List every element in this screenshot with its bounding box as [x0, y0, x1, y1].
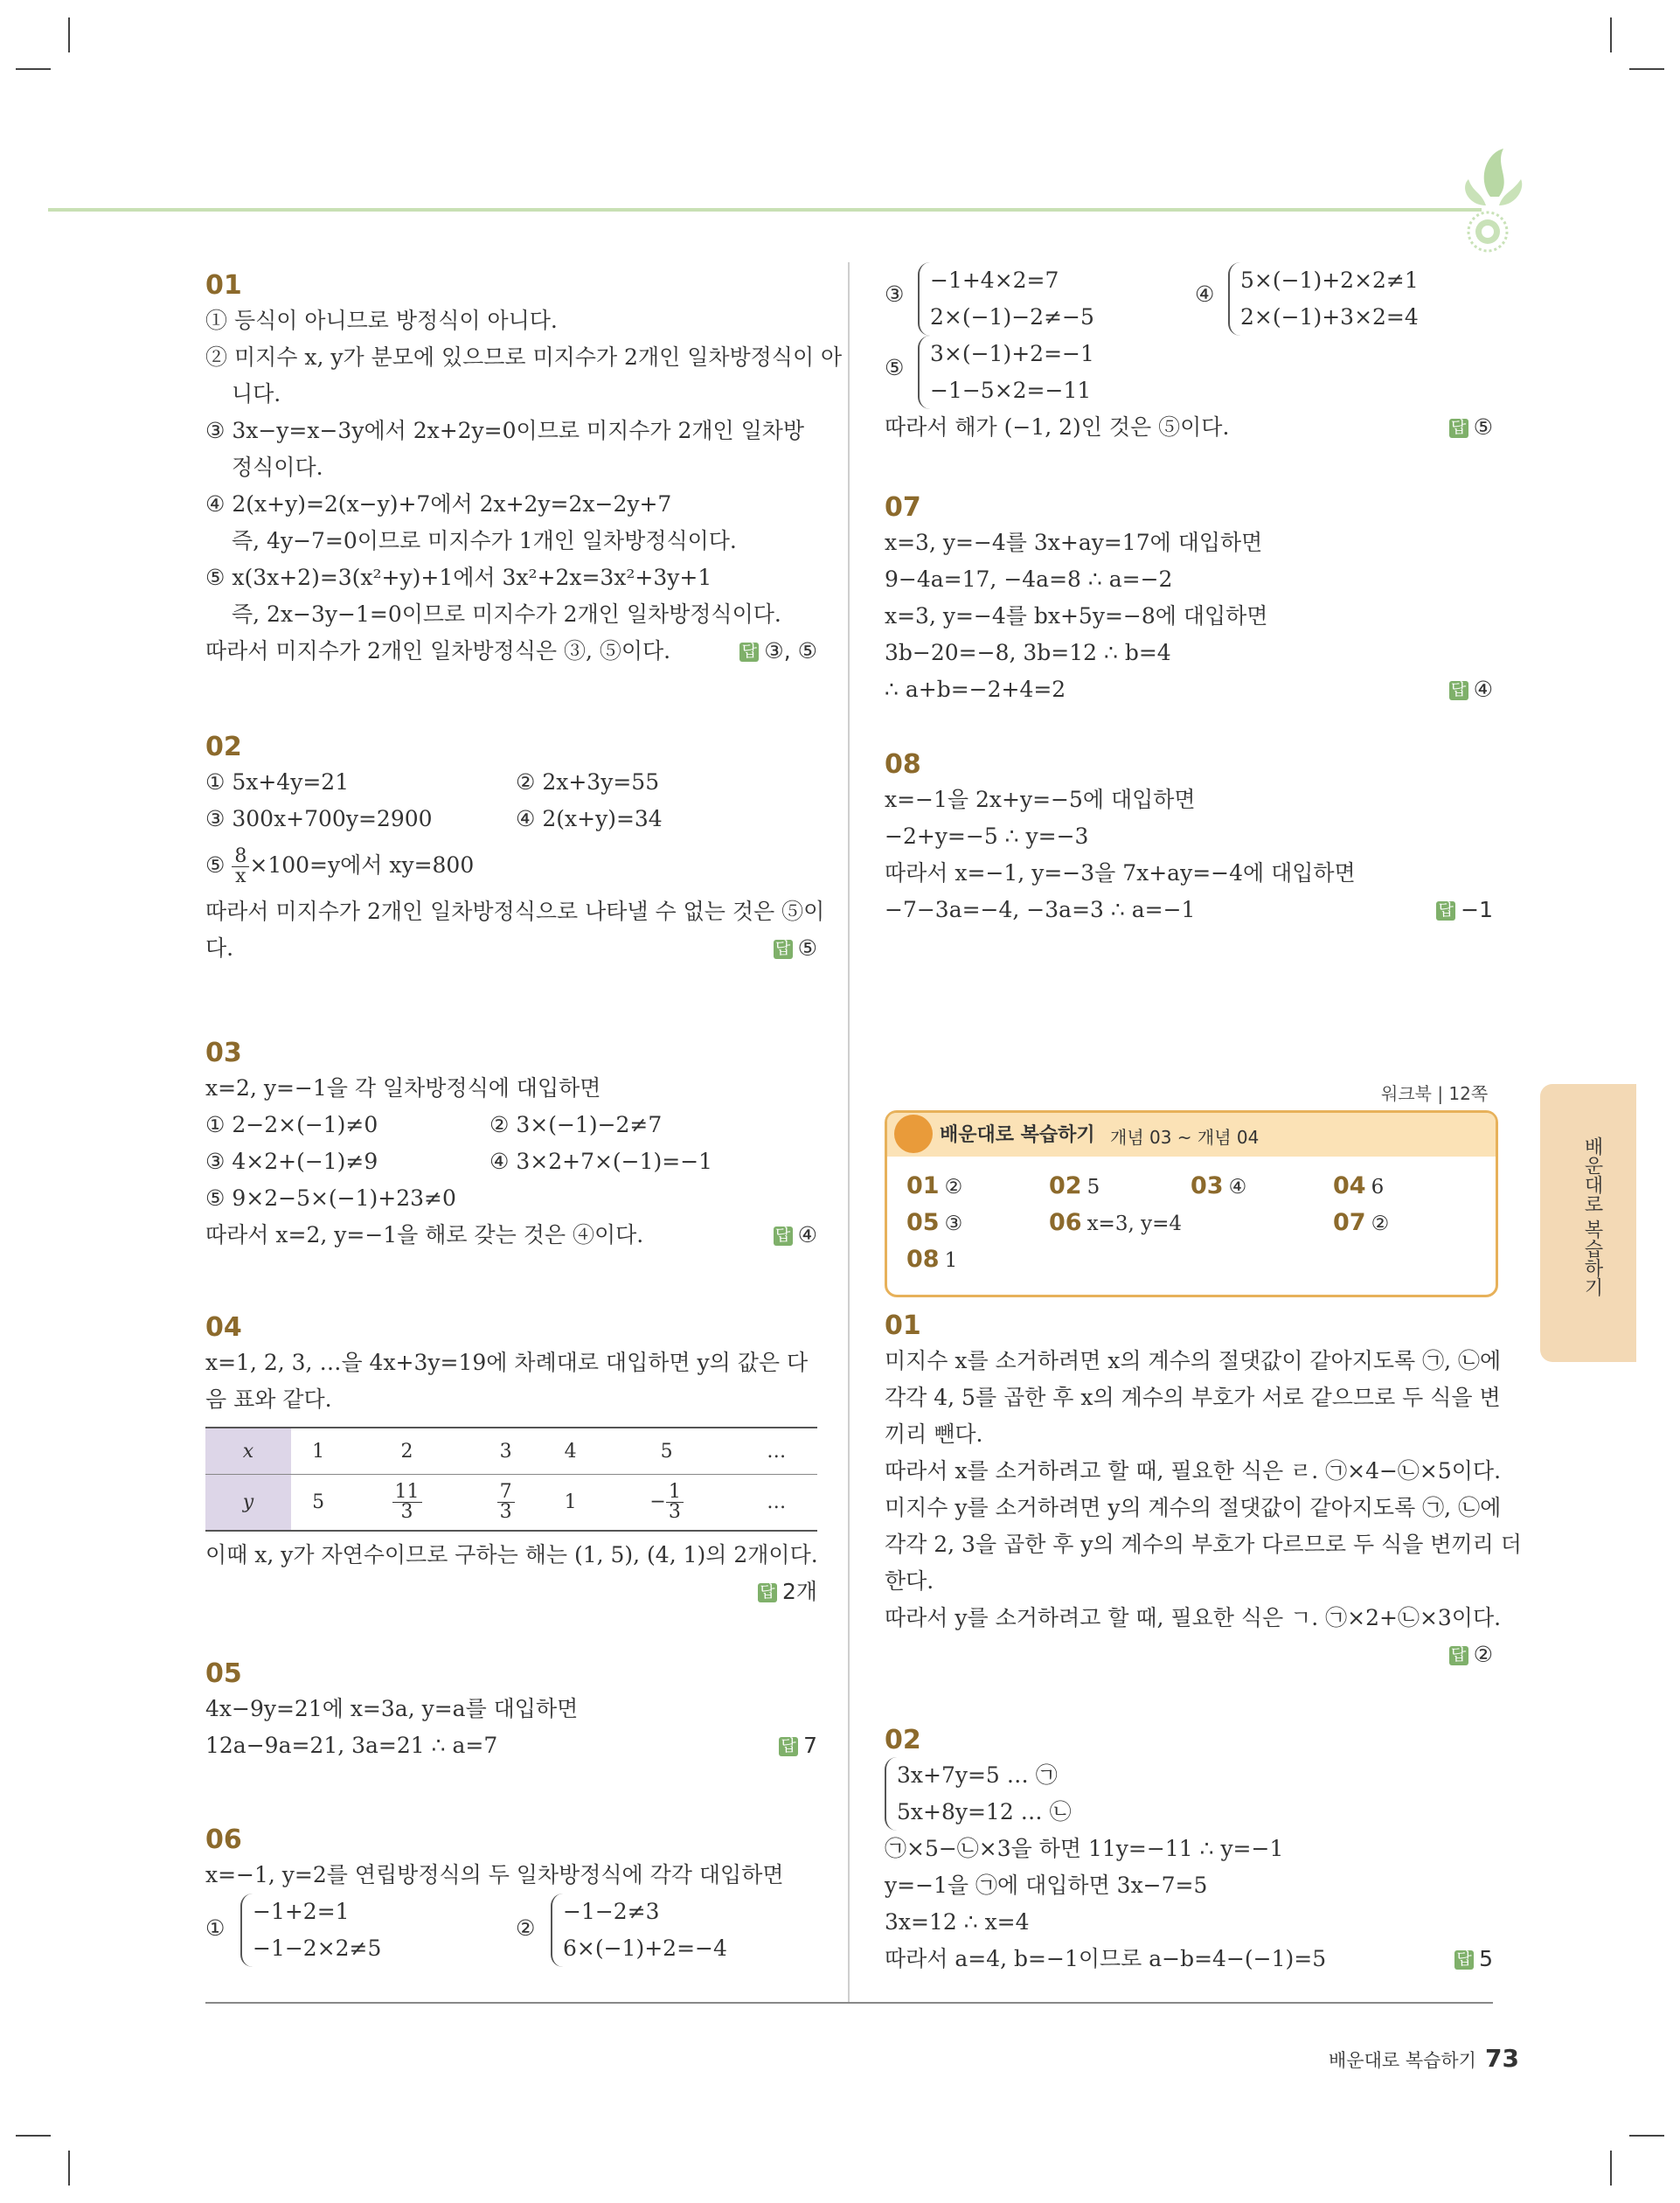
value-table	[205, 1427, 817, 1532]
table-cell: 1	[291, 1428, 345, 1475]
option-mark: ①	[205, 1915, 226, 1941]
conclusion-text: 따라서 미지수가 2개인 일차방정식은 ③, ⑤이다.	[205, 638, 671, 664]
answer	[774, 930, 817, 967]
solution-line: ㉠×5−㉡×3을 하면 11y=−11 ∴ y=−1	[885, 1836, 1284, 1861]
review-item	[906, 1209, 962, 1236]
equation: 5×(−1)+2×2≠1	[1240, 268, 1419, 293]
system-row	[205, 1894, 817, 1972]
review-item-number: 08	[906, 1246, 940, 1273]
review-item-number: 07	[1333, 1209, 1366, 1236]
solution-line: 니다.	[232, 381, 281, 407]
solution-line: 한다.	[885, 1568, 934, 1594]
solution-01	[205, 269, 843, 670]
solution-line: x=1, 2, 3, …을 4x+3y=19에 차례대로 대입하면 y의 값은 다	[205, 1350, 809, 1375]
equation: −1−2≠3	[563, 1899, 660, 1924]
solution-line: 9−4a=17, −4a=8 ∴ a=−2	[885, 566, 1173, 592]
review-solution-01	[885, 1310, 1522, 1673]
question-number: 08	[885, 749, 921, 780]
review-answers-box	[885, 1110, 1498, 1297]
page-footer	[1329, 2044, 1519, 2073]
review-item	[906, 1172, 962, 1199]
table-row	[205, 1428, 817, 1475]
fox-mascot-icon	[894, 1115, 933, 1153]
answer-badge-icon: 답	[774, 940, 793, 959]
option: ① 5x+4y=21	[205, 769, 350, 795]
solution-line: 미지수 y를 소거하려면 y의 계수의 절댓값이 같아지도록 ㉠, ㉡에	[885, 1495, 1502, 1520]
review-item-number: 06	[1049, 1209, 1082, 1236]
solution-07	[885, 491, 1493, 708]
crop-mark	[1629, 2135, 1664, 2137]
review-item	[1049, 1172, 1100, 1199]
header-rule	[48, 208, 1482, 212]
solution-line: ② 미지수 x, y가 분모에 있으므로 미지수가 2개인 일차방정식이 아	[205, 344, 843, 370]
table-cell	[469, 1475, 544, 1531]
conclusion-text: −7−3a=−4, −3a=3 ∴ a=−1	[885, 897, 1196, 922]
review-item-value: 1	[944, 1249, 958, 1272]
review-header	[887, 1113, 1496, 1157]
answer-value: ⑤	[1473, 414, 1493, 440]
equation: −1−2×2≠5	[253, 1935, 382, 1961]
solution-line	[885, 409, 1493, 446]
footer-rule	[205, 2002, 1493, 2004]
conclusion-text: 12a−9a=21, 3a=21 ∴ a=7	[205, 1733, 498, 1758]
denominator: 3	[499, 1500, 512, 1523]
review-range: 개념 03 ~ 개념 04	[1110, 1127, 1260, 1148]
denominator: x	[235, 865, 246, 887]
review-item-value: ④	[1228, 1176, 1247, 1199]
review-item	[1049, 1209, 1182, 1236]
review-item	[1333, 1209, 1389, 1236]
crop-mark	[68, 17, 70, 52]
leaf-ornament-icon	[1451, 144, 1530, 267]
solution-line: 따라서 미지수가 2개인 일차방정식으로 나타낼 수 없는 것은 ⑤이	[205, 899, 825, 924]
solution-line: y=−1을 ㉠에 대입하면 3x−7=5	[885, 1873, 1208, 1898]
answer-badge-icon: 답	[758, 1583, 777, 1602]
solution-line: ④ 2(x+y)=2(x−y)+7에서 2x+2y=2x−2y+7	[205, 491, 672, 517]
solution-line: 따라서 x=−1, y=−3을 7x+ay=−4에 대입하면	[885, 860, 1356, 886]
fraction	[232, 847, 249, 886]
table-cell: 1	[543, 1475, 597, 1531]
option: ④ 2(x+y)=34	[516, 806, 663, 831]
option-mark: ⑤	[885, 355, 905, 380]
review-title: 배운대로 복습하기	[940, 1124, 1095, 1146]
numerator: 1	[666, 1483, 684, 1503]
table-row	[205, 1475, 817, 1531]
question-number: 07	[885, 492, 921, 523]
solution-line: 즉, 4y−7=0이므로 미지수가 1개인 일차방정식이다.	[232, 528, 737, 553]
solution-line	[205, 1217, 817, 1254]
table-cell: 4	[543, 1428, 597, 1475]
solution-line: ③ 3x−y=x−3y에서 2x+2y=0이므로 미지수가 2개인 일차방	[205, 418, 805, 443]
answer-value: ④	[797, 1222, 817, 1247]
solution-line: 음 표와 같다.	[205, 1386, 332, 1412]
answer-badge-icon: 답	[739, 643, 759, 662]
numerator: 11	[392, 1483, 422, 1503]
review-item-value: 6	[1371, 1176, 1385, 1199]
review-item-value: ②	[1371, 1213, 1390, 1235]
table-cell	[598, 1475, 736, 1531]
conclusion-text: 다.	[205, 935, 234, 961]
fraction	[666, 1480, 684, 1523]
conclusion-text: 따라서 a=4, b=−1이므로 a−b=4−(−1)=5	[885, 1946, 1327, 1971]
solution-line: 끼리 뺀다.	[885, 1421, 983, 1447]
question-number: 01	[205, 270, 242, 301]
side-tab-label: 배운대로 복습하기	[1581, 1136, 1603, 1296]
conclusion-text: 따라서 해가 (−1, 2)인 것은 ⑤이다.	[885, 414, 1230, 440]
table-header-cell: y	[205, 1475, 291, 1531]
answer-badge-icon: 답	[774, 1227, 793, 1246]
footer-section: 배운대로 복습하기	[1329, 2050, 1476, 2071]
review-solution-02	[885, 1724, 1493, 1977]
review-item-number: 02	[1049, 1172, 1082, 1199]
table-cell: 2	[345, 1428, 468, 1475]
answer-value: ④	[1473, 677, 1493, 702]
answer	[1436, 892, 1493, 928]
system-row	[885, 336, 1493, 409]
question-number: 02	[885, 1725, 921, 1755]
equation: 5x+8y=12 … ㉡	[897, 1799, 1072, 1824]
question-number: 06	[205, 1824, 242, 1855]
solution-line: 따라서 x를 소거하려고 할 때, 필요한 식은 ㄹ. ㉠×4−㉡×5이다.	[885, 1458, 1502, 1484]
option-mark: ②	[516, 1915, 536, 1941]
solution-05	[205, 1657, 817, 1764]
solution-08	[885, 748, 1493, 928]
solution-line	[205, 1107, 817, 1143]
system-row	[885, 262, 1493, 336]
equation: 2×(−1)+3×2=4	[1240, 304, 1419, 330]
equation: 2×(−1)−2≠−5	[930, 304, 1094, 330]
solution-line	[205, 930, 817, 967]
option: ④ 3×2+7×(−1)=−1	[489, 1149, 713, 1174]
section-side-tab	[1540, 1084, 1636, 1362]
option-mark: ⑤	[205, 852, 226, 878]
answer	[758, 1574, 817, 1610]
solution-line	[885, 892, 1493, 928]
solution-line: 미지수 x를 소거하려면 x의 계수의 절댓값이 같아지도록 ㉠, ㉡에	[885, 1348, 1502, 1373]
solution-line: x=−1, y=2를 연립방정식의 두 일차방정식에 각각 대입하면	[205, 1862, 784, 1887]
solution-06	[205, 1824, 817, 1972]
answer	[1449, 409, 1493, 446]
workbook-reference: 워크북 | 12쪽	[1381, 1083, 1489, 1104]
question-number: 01	[885, 1310, 921, 1341]
review-item-value: x=3, y=4	[1086, 1213, 1182, 1235]
solution-line: 각각 4, 5를 곱한 후 x의 계수의 부호가 서로 같으므로 두 식을 변	[885, 1385, 1501, 1410]
solution-line: 따라서 y를 소거하려고 할 때, 필요한 식은 ㄱ. ㉠×2+㉡×3이다.	[885, 1605, 1502, 1630]
solution-line	[205, 1143, 817, 1180]
solution-02	[205, 731, 825, 967]
answer-badge-icon: 답	[1454, 1950, 1474, 1970]
answer-value: ③, ⑤	[764, 638, 817, 664]
crop-mark	[16, 68, 51, 70]
solution-line	[205, 837, 817, 893]
option: ① 2−2×(−1)≠0	[205, 1112, 378, 1137]
solution-line	[885, 1941, 1493, 1977]
option: ② 2x+3y=55	[516, 769, 660, 795]
solution-line: 즉, 2x−3y−1=0이므로 미지수가 2개인 일차방정식이다.	[232, 601, 781, 627]
answer	[1449, 1637, 1493, 1673]
fraction	[392, 1480, 422, 1523]
table-cell: 5	[291, 1475, 345, 1531]
solution-line: x=−1을 2x+y=−5에 대입하면	[885, 787, 1196, 812]
equation-system	[918, 336, 1094, 409]
answer-value: 7	[803, 1733, 817, 1758]
answer-value: 5	[1479, 1946, 1493, 1971]
solution-line: 각각 2, 3을 곱한 후 y의 계수의 부호가 다르므로 두 식을 변끼리 더	[885, 1532, 1522, 1557]
conclusion-text: ∴ a+b=−2+4=2	[885, 677, 1066, 702]
review-item-number: 03	[1191, 1172, 1224, 1199]
answer-value: ②	[1473, 1642, 1493, 1667]
equation-system	[1228, 262, 1419, 336]
solution-line	[205, 1574, 817, 1610]
option: ② 3×(−1)−2≠7	[489, 1112, 663, 1137]
review-item-number: 05	[906, 1209, 940, 1236]
solution-line: x=3, y=−4를 bx+5y=−8에 대입하면	[885, 603, 1268, 629]
denominator: 3	[668, 1500, 681, 1523]
question-number: 04	[205, 1312, 242, 1343]
review-item-number: 01	[906, 1172, 940, 1199]
answer	[779, 1727, 817, 1764]
solution-03	[205, 1037, 817, 1254]
solution-line	[205, 801, 817, 837]
option-text: ×100=y에서 xy=800	[249, 852, 475, 878]
equation-system	[918, 262, 1094, 336]
answer-value: 2개	[781, 1578, 817, 1604]
solution-line: 3b−20=−8, 3b=12 ∴ b=4	[885, 640, 1171, 665]
page-number: 73	[1484, 2044, 1519, 2073]
solution-line	[205, 633, 817, 670]
solution-line	[885, 671, 1493, 708]
solution-06-continued	[885, 262, 1493, 446]
review-item	[1191, 1172, 1246, 1199]
solution-line: 정식이다.	[232, 455, 323, 480]
table-cell: 5	[598, 1428, 736, 1475]
answer	[1449, 671, 1493, 708]
numerator: 7	[497, 1483, 515, 1503]
equation: 3×(−1)+2=−1	[930, 341, 1094, 366]
fraction	[497, 1480, 515, 1523]
equation-system	[240, 1894, 381, 1967]
equation: −1−5×2=−11	[930, 378, 1092, 403]
table-cell: …	[735, 1475, 817, 1531]
review-item-value: 5	[1086, 1176, 1100, 1199]
answer-value: ⑤	[797, 935, 817, 961]
answer-badge-icon: 답	[1449, 1646, 1468, 1665]
question-number: 05	[205, 1658, 242, 1689]
option-mark: ③	[885, 281, 905, 307]
review-item-value: ②	[944, 1176, 963, 1199]
crop-mark	[68, 2151, 70, 2186]
answer	[1454, 1941, 1493, 1977]
review-item-value: ③	[944, 1213, 963, 1235]
solution-line	[885, 1637, 1493, 1673]
question-number: 03	[205, 1038, 242, 1068]
column-divider	[848, 262, 850, 2002]
equation: −1+2=1	[253, 1899, 350, 1924]
conclusion-text: 따라서 x=2, y=−1을 해로 갖는 것은 ④이다.	[205, 1222, 644, 1247]
solution-line: 이때 x, y가 자연수이므로 구하는 해는 (1, 5), (4, 1)의 2개이다.	[205, 1541, 818, 1567]
answer-badge-icon: 답	[1449, 419, 1468, 438]
answer-badge-icon: 답	[1449, 681, 1468, 700]
solution-line: ⑤ x(3x+2)=3(x²+y)+1에서 3x²+2x=3x²+3y+1	[205, 565, 712, 590]
crop-mark	[16, 2135, 51, 2137]
solution-line: 4x−9y=21에 x=3a, y=a를 대입하면	[205, 1696, 579, 1721]
solution-line: −2+y=−5 ∴ y=−3	[885, 824, 1089, 849]
answer	[774, 1217, 817, 1254]
table-header-cell: x	[205, 1428, 291, 1475]
review-item	[1333, 1172, 1384, 1199]
option: ③ 300x+700y=2900	[205, 806, 433, 831]
solution-line: x=2, y=−1을 각 일차방정식에 대입하면	[205, 1075, 601, 1101]
equation: −1+4×2=7	[930, 268, 1059, 293]
answer	[739, 633, 817, 670]
denominator: 3	[400, 1500, 413, 1523]
crop-mark	[1629, 68, 1664, 70]
numerator: 8	[232, 847, 249, 867]
solution-line: 3x=12 ∴ x=4	[885, 1909, 1030, 1935]
solution-line	[205, 1727, 817, 1764]
equation-system	[551, 1894, 727, 1967]
answer-value: −1	[1461, 897, 1493, 922]
review-item-number: 04	[1333, 1172, 1366, 1199]
crop-mark	[1610, 17, 1612, 52]
answer-badge-icon: 답	[1436, 901, 1455, 921]
solution-line: x=3, y=−4를 3x+ay=17에 대입하면	[885, 530, 1263, 555]
solution-line	[205, 764, 817, 801]
option-mark: ④	[1195, 281, 1215, 307]
table-cell: 3	[469, 1428, 544, 1475]
solution-line: ① 등식이 아니므로 방정식이 아니다.	[205, 308, 558, 333]
review-item	[906, 1246, 957, 1273]
sign: −	[649, 1491, 666, 1513]
table-cell: …	[735, 1428, 817, 1475]
equation-system	[885, 1757, 1072, 1831]
equation: 6×(−1)+2=−4	[563, 1935, 727, 1961]
solution-line: ⑤ 9×2−5×(−1)+23≠0	[205, 1185, 456, 1211]
answer-badge-icon: 답	[779, 1737, 798, 1756]
question-number: 02	[205, 732, 242, 762]
crop-mark	[1610, 2151, 1612, 2186]
solution-04	[205, 1311, 817, 1610]
equation: 3x+7y=5 … ㉠	[897, 1762, 1058, 1788]
option: ③ 4×2+(−1)≠9	[205, 1149, 378, 1174]
table-cell	[345, 1475, 468, 1531]
